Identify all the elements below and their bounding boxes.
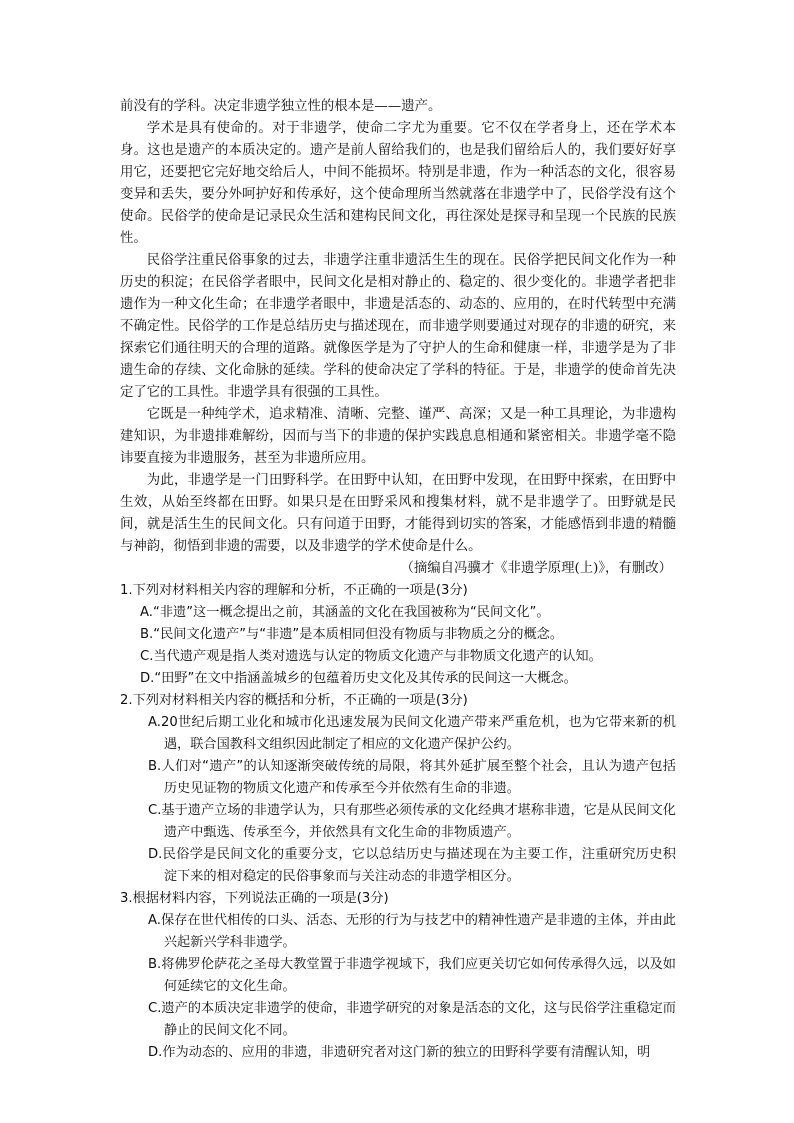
question-stem: 3.根据材料内容，下列说法正确的一项是(3分) bbox=[120, 891, 389, 906]
option-d: D.“田野”在文中指涵盖城乡的包蕴着历史文化及其传承的民间这一大概念。 bbox=[140, 671, 577, 686]
option-a: A.20世纪后期工业化和城市化迅速发展为民间文化遗产带来严重危机，也为它带来新的机遇，联合国教科文组织因此制定了相应的文化遗产保护公约。 bbox=[148, 715, 676, 752]
option-d: D.作为动态的、应用的非遗，非遗研究者对这门新的独立的田野科学要有清醒认知，明 bbox=[148, 1045, 651, 1060]
option-c: C.当代遗产观是指人类对遗选与认定的物质文化遗产与非物质文化遗产的认知。 bbox=[140, 649, 602, 664]
passage-paragraph: 民俗学注重民俗事象的过去，非遗学注重非遗活生生的现在。民俗学把民间文化作为一种历史的积淀；在民俗学者眼中，民间文化是相对静止的、稳定的、很少变化的。非遗学者把非遗作为一种文化生命；在非遗学者眼中，非遗是活态的、动态的、应用的，在时代转型中充满不确定性。民俗学的工作是总结历史与描述现在，而非遗学则要通过对现存的非遗的研究，来探索它们通往明天的合理的道路。就像医学是为了守护人的生命和健康一样，非遗学是为了非遗生命的存续、文化命脉的延续。学科的使命决定了学科的特征。于是，非遗学的使命首先决定了它的工具性。非遗学具有很强的工具性。 bbox=[120, 253, 676, 400]
question-stem: 1.下列对材料相关内容的理解和分析，不正确的一项是(3分) bbox=[120, 583, 468, 598]
option-b: B.将佛罗伦萨花之圣母大教堂置于非遗学视域下，我们应更关切它如何传承得久远，以及如何延续它的文化生命。 bbox=[148, 957, 676, 994]
passage-paragraph: 前没有的学科。决定非遗学独立性的根本是——遗产。 bbox=[120, 99, 442, 114]
option-b: B.“民间文化遗产”与“非遗”是本质相同但没有物质与非物质之分的概念。 bbox=[140, 627, 564, 642]
question-3 bbox=[120, 888, 676, 1064]
passage-paragraph: 学术是具有使命的。对于非遗学，使命二字尤为重要。它不仅在学者身上，还在学术本身。这也是遗产的本质决定的。遗产是前人留给我们的，也是我们留给后人的，我们要好好享用它，还要把它完好地交给后人，中间不能损坏。特别是非遗，作为一种活态的文化，很容易变异和丢失，要分外呵护好和传承好，这个使命理所当然就落在非遗学中了，民俗学没有这个使命。民俗学的使命是记录民众生活和建构民间文化，再往深处是探寻和呈现一个民族的民族性。 bbox=[120, 121, 676, 246]
passage-paragraph: 它既是一种纯学术，追求精准、清晰、完整、谨严、高深；又是一种工具理论，为非遗构建知识，为非遗排难解纷，因而与当下的非遗的保护实践息息相通和紧密相关。非遗学毫不隐讳要直接为非遗服务，甚至为非遗所应用。 bbox=[120, 407, 676, 466]
question-2 bbox=[120, 690, 676, 888]
question-stem: 2.下列对材料相关内容的概括和分析，不正确的一项是(3分) bbox=[120, 693, 468, 708]
option-b: B.人们对“遗产”的认知逐渐突破传统的局限，将其外延扩展至整个社会，且认为遗产包括历史见证物的物质文化遗产和传承至今并依然有生命的非遗。 bbox=[148, 759, 676, 796]
option-a: A.保存在世代相传的口头、活态、无形的行为与技艺中的精神性遗产是非遗的主体，并由此兴起新兴学科非遗学。 bbox=[148, 913, 676, 950]
passage-source: （摘编自冯骥才《非遗学原理(上)》，有删改） bbox=[400, 561, 672, 576]
option-d: D.民俗学是民间文化的重要分支，它以总结历史与描述现在为主要工作，注重研究历史积淀下来的相对稳定的民俗事象而与关注动态的非遗学相区分。 bbox=[148, 847, 676, 884]
option-a: A.“非遗”这一概念提出之前，其涵盖的文化在我国被称为“民间文化”。 bbox=[140, 605, 550, 620]
question-1 bbox=[120, 580, 676, 690]
option-c: C.遗产的本质决定非遗学的使命，非遗学研究的对象是活态的文化，这与民俗学注重稳定而静止的民间文化不同。 bbox=[148, 1001, 676, 1038]
passage-paragraph: 为此，非遗学是一门田野科学。在田野中认知，在田野中发现，在田野中探索，在田野中生效，从始至终都在田野。如果只是在田野采风和搜集材料，就不是非遗学了。田野就是民间，就是活生生的民间文化。只有问道于田野，才能得到切实的答案，才能感悟到非遗的精髓与神韵，彻悟到非遗的需要，以及非遗学的学术使命是什么。 bbox=[120, 473, 676, 554]
exam-page bbox=[120, 96, 676, 1064]
option-c: C.基于遗产立场的非遗学认为，只有那些必须传承的文化经典才堪称非遗，它是从民间文化遗产中甄选、传承至今，并依然具有文化生命的非物质遗产。 bbox=[148, 803, 676, 840]
